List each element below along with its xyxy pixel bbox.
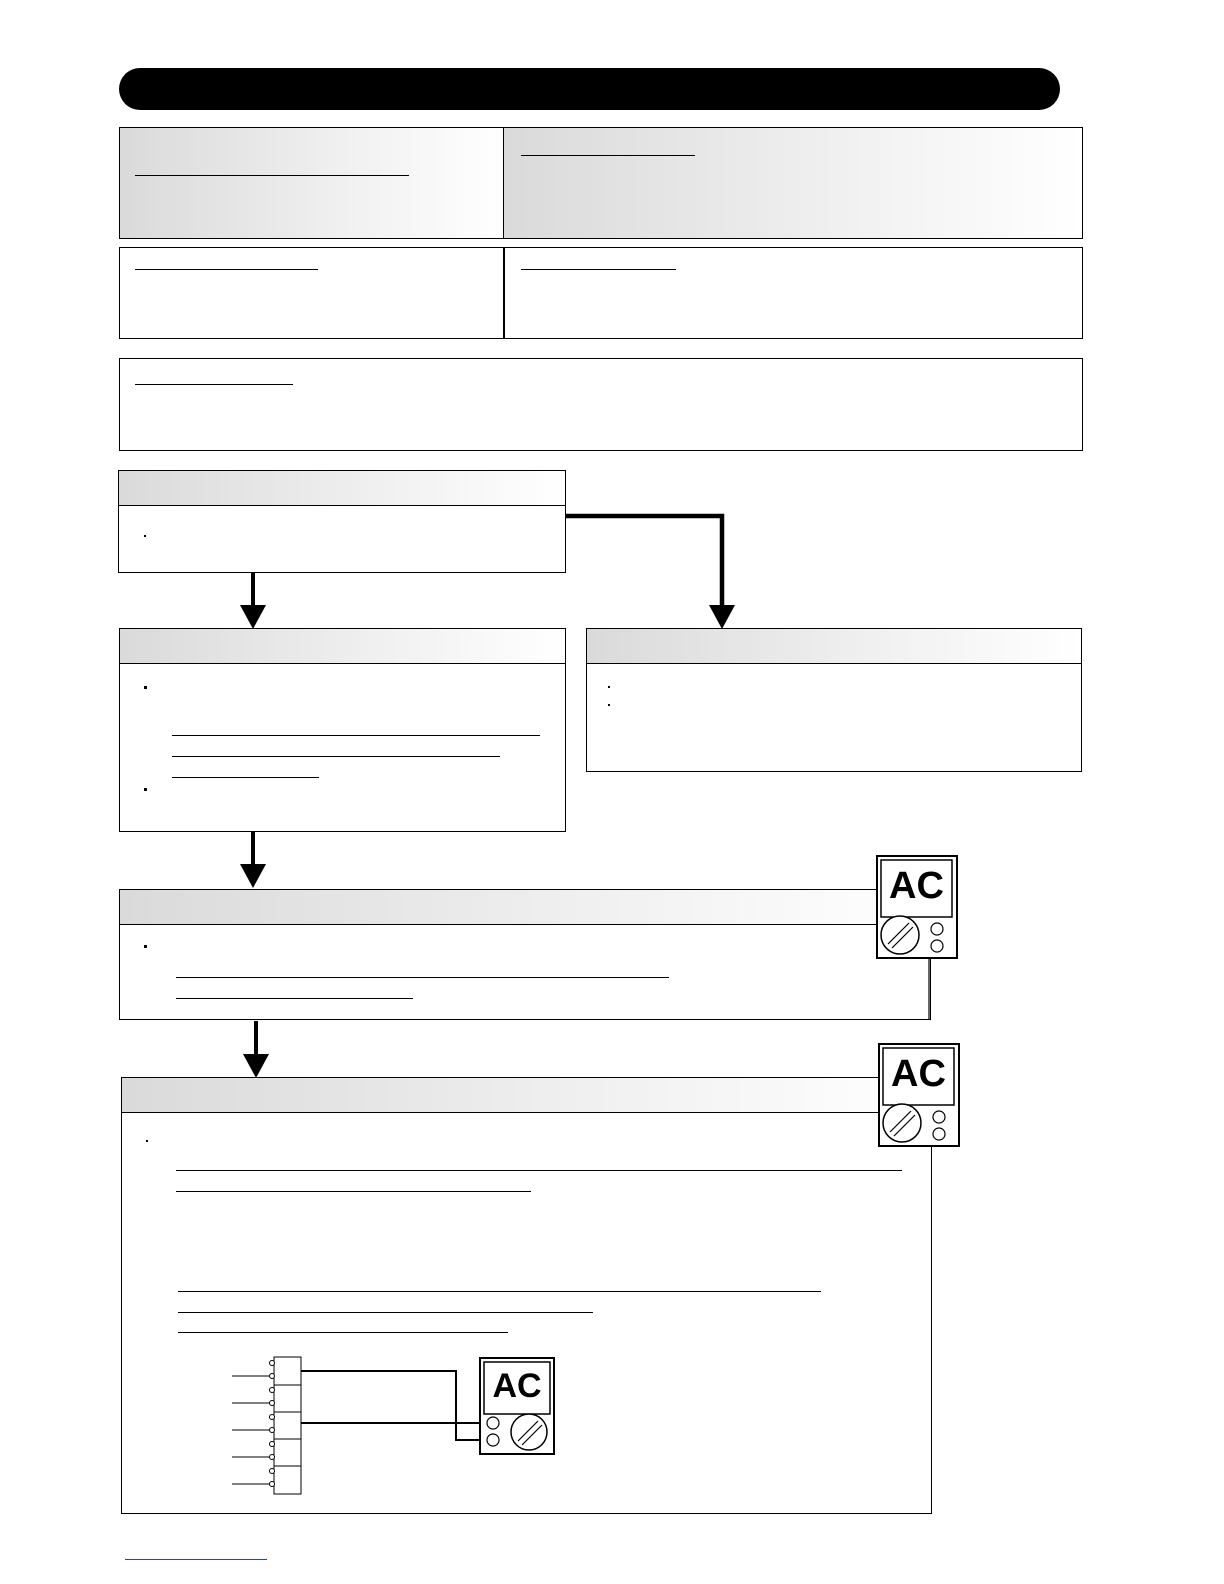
footer-link[interactable] xyxy=(125,1546,267,1560)
multimeter-3-label: AC xyxy=(492,1367,542,1405)
multimeter-1-label: AC xyxy=(889,865,944,907)
multimeter-3 xyxy=(479,1357,555,1455)
terminal-wires xyxy=(232,1361,275,1487)
terminal-block xyxy=(274,1357,301,1494)
multimeter-2-label: AC xyxy=(891,1053,946,1095)
footer-link-underline xyxy=(125,1559,267,1560)
probe-leads xyxy=(301,1371,487,1440)
